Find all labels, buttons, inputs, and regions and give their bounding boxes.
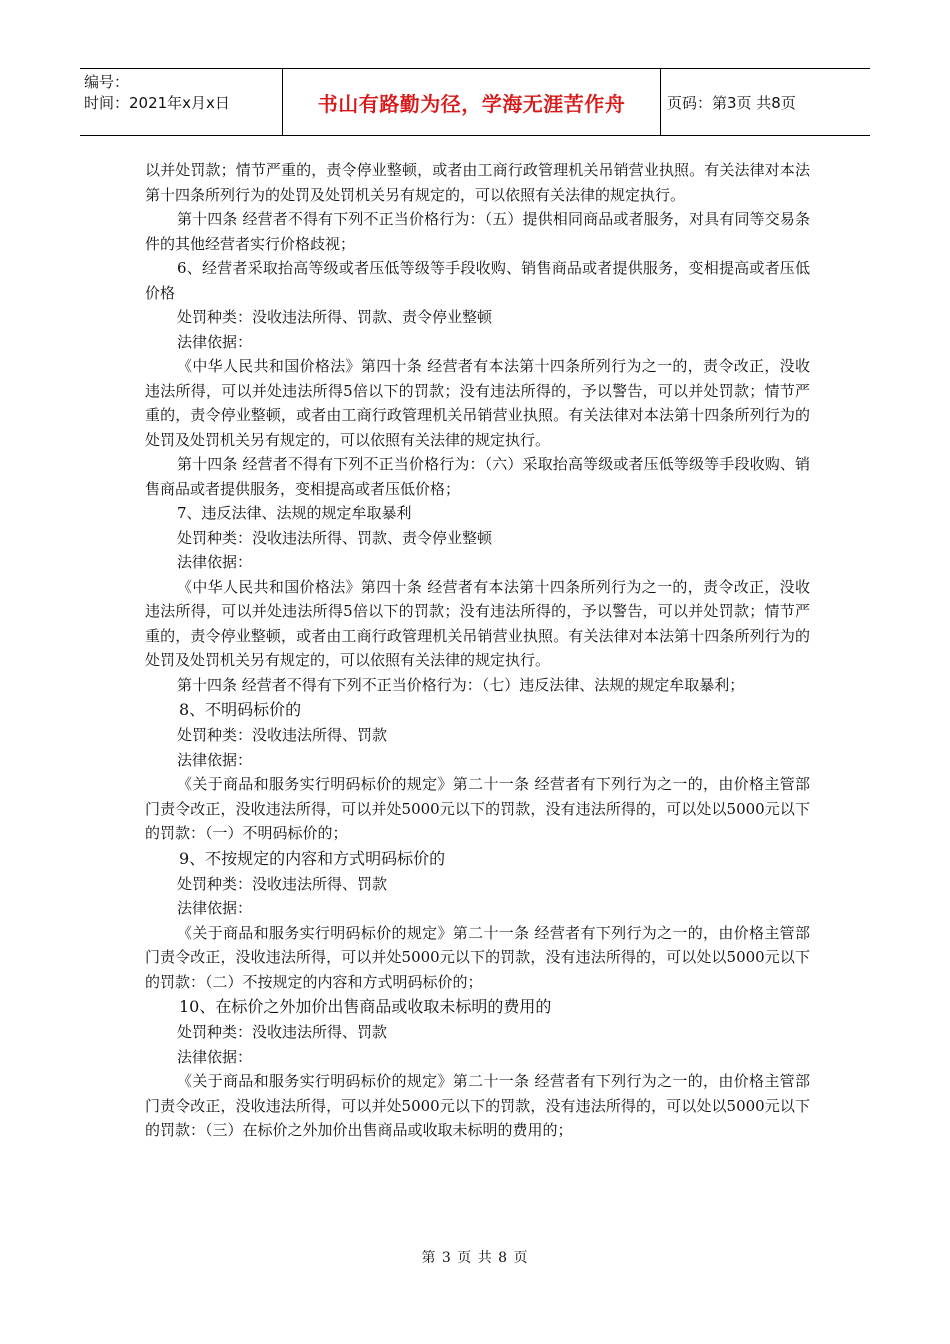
page-footer: 第 3 页 共 8 页	[421, 1250, 529, 1266]
paragraph: 第十四条 经营者不得有下列不正当价格行为：（六）采取抬高等级或者压低等级等手段收购、销售商品或者提供服务，变相提高或者压低价格；	[145, 455, 810, 498]
code-label: 编号：	[84, 73, 130, 91]
page-header	[80, 68, 870, 136]
legal-basis-label: 法律依据：	[177, 553, 253, 571]
header-page-info: 页码：第3页 共8页	[667, 93, 796, 112]
paragraph: 《关于商品和服务实行明码标价的规定》第二十一条 经营者有下列行为之一的，由价格主管部门责令改正，没收违法所得，可以并处5000元以下的罚款，没有违法所得的，可以处以5000元以下的罚款：（一）不明码标价的；	[145, 775, 810, 842]
section-heading: 6、经营者采取抬高等级或者压低等级等手段收购、销售商品或者提供服务，变相提高或者压低价格	[145, 259, 810, 302]
paragraph: 《中华人民共和国价格法》第四十条 经营者有本法第十四条所列行为之一的，责令改正，没收违法所得，可以并处违法所得5倍以下的罚款；没有违法所得的，予以警告，可以并处罚款；情节严重的，责令停业整顿，或者由工商行政管理机关吊销营业执照。有关法律对本法第十四条所列行为的处罚及处罚机关另有规定的，可以依照有关法律的规定执行。	[145, 577, 810, 669]
legal-basis-label: 法律依据：	[177, 899, 253, 917]
header-meta	[80, 69, 283, 135]
penalty-type: 处罚种类：没收违法所得、罚款、责令停业整顿	[177, 308, 493, 326]
legal-basis-label: 法律依据：	[177, 1047, 253, 1066]
legal-basis-label: 法律依据：	[177, 332, 253, 351]
section-heading: 9、不按规定的内容和方式明码标价的	[179, 848, 446, 868]
penalty-type: 处罚种类：没收违法所得、罚款	[177, 1023, 388, 1041]
document-body	[145, 158, 810, 1143]
section-heading: 7、违反法律、法规的规定牟取暴利	[177, 504, 412, 522]
paragraph: 以并处罚款；情节严重的，责令停业整顿，或者由工商行政管理机关吊销营业执照。有关法律对本法第十四条所列行为的处罚及处罚机关另有规定的，可以依照有关法律的规定执行。	[145, 161, 810, 204]
penalty-type: 处罚种类：没收违法所得、罚款、责令停业整顿	[177, 528, 493, 547]
section-heading: 10、在标价之外加价出售商品或收取未标明的费用的	[179, 997, 552, 1016]
penalty-type: 处罚种类：没收违法所得、罚款	[177, 726, 388, 744]
paragraph: 第十四条 经营者不得有下列不正当价格行为：（五）提供相同商品或者服务，对具有同等交易条件的其他经营者实行价格歧视；	[145, 210, 810, 253]
section-heading: 8、不明码标价的	[179, 700, 302, 719]
penalty-type: 处罚种类：没收违法所得、罚款	[177, 874, 388, 893]
header-motto: 书山有路勤为径，学海无涯苦作舟	[283, 69, 661, 135]
date-label: 时间：2021年x月x日	[84, 94, 230, 112]
paragraph: 《关于商品和服务实行明码标价的规定》第二十一条 经营者有下列行为之一的，由价格主管部门责令改正，没收违法所得，可以并处5000元以下的罚款，没有违法所得的，可以处以5000元以下的罚款：（二）不按规定的内容和方式明码标价的；	[145, 923, 810, 991]
legal-basis-label: 法律依据：	[177, 750, 253, 769]
paragraph: 第十四条 经营者不得有下列不正当价格行为：（七）违反法律、法规的规定牟取暴利；	[177, 675, 745, 694]
paragraph: 《中华人民共和国价格法》第四十条 经营者有本法第十四条所列行为之一的，责令改正，没收违法所得，可以并处违法所得5倍以下的罚款；没有违法所得的，予以警告，可以并处罚款；情节严重的，责令停业整顿，或者由工商行政管理机关吊销营业执照。有关法律对本法第十四条所列行为的处罚及处罚机关另有规定的，可以依照有关法律的规定执行。	[145, 357, 810, 449]
paragraph: 《关于商品和服务实行明码标价的规定》第二十一条 经营者有下列行为之一的，由价格主管部门责令改正，没收违法所得，可以并处5000元以下的罚款，没有违法所得的，可以处以5000元以下的罚款：（三）在标价之外加价出售商品或收取未标明的费用的；	[145, 1072, 810, 1139]
